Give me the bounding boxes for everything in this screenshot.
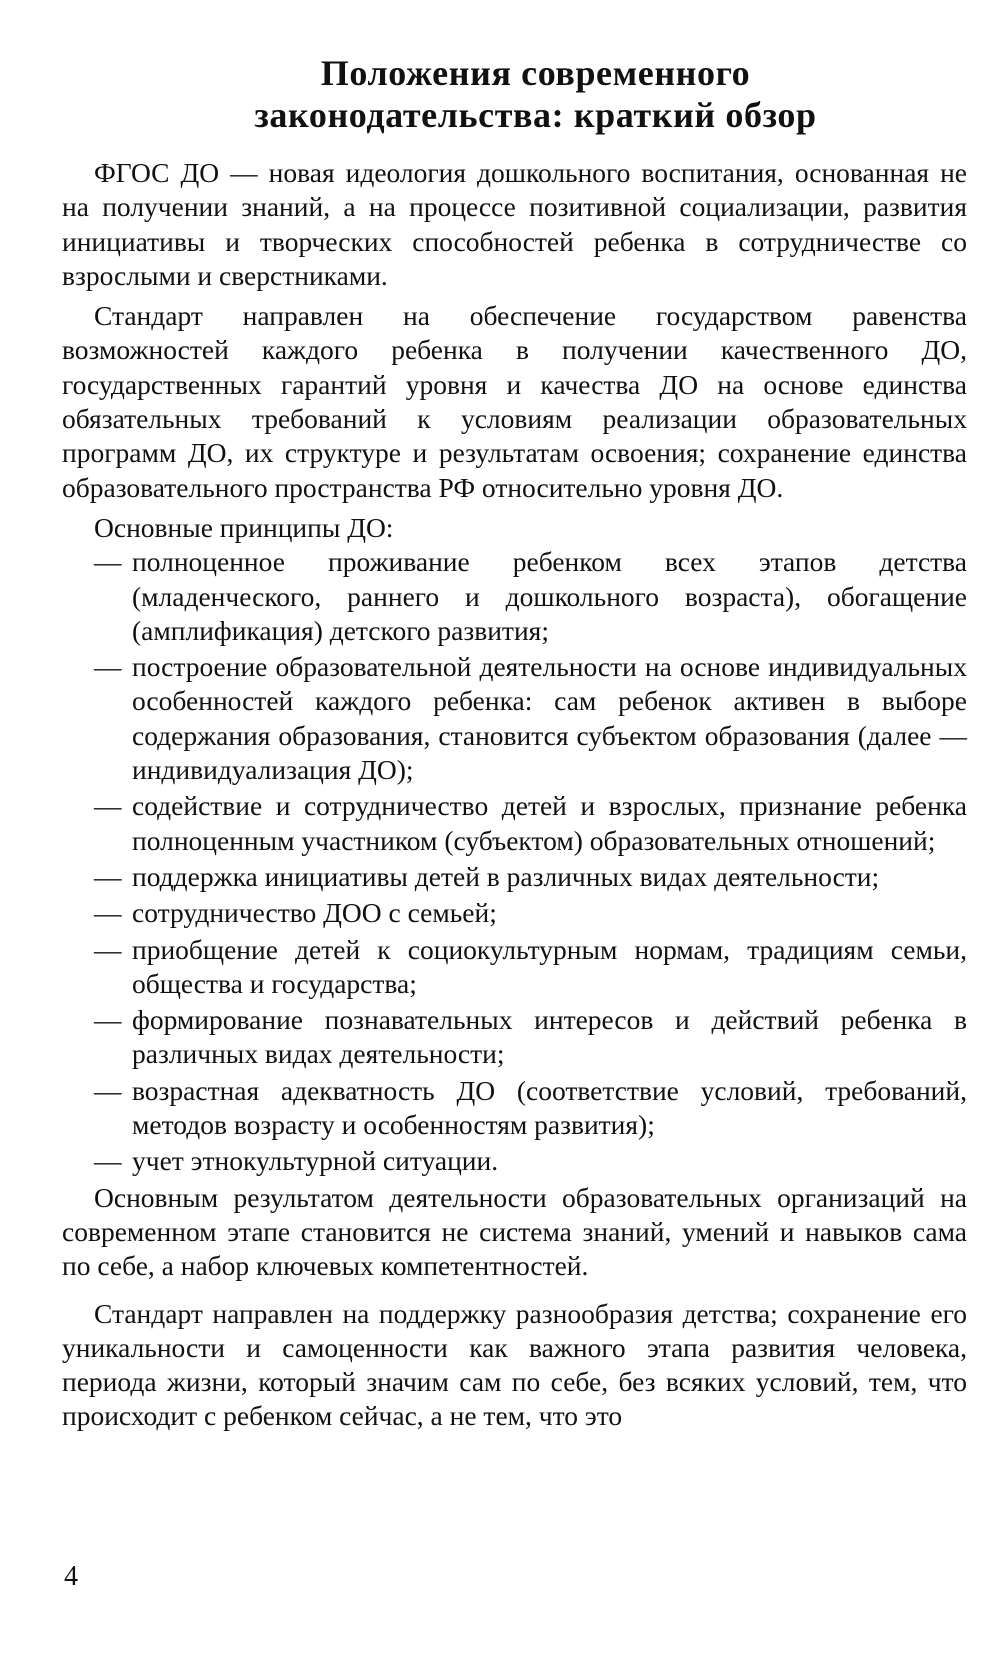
list-item xyxy=(62,545,967,648)
list-item-text: полноценное проживание ребенком всех этапов детства (младенческого, раннего и дошкольного возраста), обогащение (амплификация) детского развития; xyxy=(132,546,967,646)
list-item xyxy=(62,1074,967,1143)
dash-marker: — xyxy=(94,1004,122,1036)
dash-marker: — xyxy=(94,651,122,683)
dash-marker: — xyxy=(94,1145,122,1177)
paragraph-key-competencies: Основным результатом деятельности образовательных организаций на современном этапе становится не система знаний, умений и навыков сама по себе, а набор ключевых компетентностей. xyxy=(62,1181,967,1282)
paragraph-childhood-diversity: Стандарт направлен на поддержку разнообразия детства; сохранение его уникальности и самоценности как важного этапа развития человека, периода жизни, который значим сам по себе, без всяких условий, тем, что происходит с ребенком сейчас, а не тем, что это xyxy=(62,1297,967,1432)
principles-heading: Основные принципы ДО: xyxy=(94,511,394,543)
paragraph-standard-equality: Стандарт направлен на обеспечение государством равенства возможностей каждого ребенка в получении качественного ДО, государственных гарантий уровня и качества ДО на основе единства обязательных требований к условиям реализации образовательных программ ДО, их структуре и результатам освоения; сохранение единства образовательного пространства РФ относительно уровня ДО. xyxy=(62,300,967,503)
list-item xyxy=(62,896,967,930)
list-item xyxy=(62,789,967,858)
list-item-text: возрастная адекватность ДО (соответствие условий, требований, методов возрасту и особенностям развития); xyxy=(132,1074,967,1141)
list-item-text: сотрудничество ДОО с семьей; xyxy=(132,897,497,929)
list-item-text: формирование познавательных интересов и действий ребенка в различных видах деятельности; xyxy=(132,1004,967,1070)
dash-marker: — xyxy=(94,860,122,892)
page-title xyxy=(104,52,967,136)
dash-marker: — xyxy=(94,1074,122,1106)
title-line-1: Положения современного xyxy=(320,53,751,93)
dash-marker: — xyxy=(94,546,122,578)
page-number: 4 xyxy=(64,1561,78,1592)
paragraph-fgos-ideology: ФГОС ДО — новая идеология дошкольного воспитания, основанная не на получении знаний, а на процессе позитивной социализации, развития инициативы и творческих способностей ребенка в сотрудничестве со взрослыми и сверстниками. xyxy=(62,157,967,291)
list-item xyxy=(62,933,967,1002)
list-item xyxy=(62,650,967,787)
title-line-2: законодательства: краткий обзор xyxy=(254,95,817,135)
dash-marker: — xyxy=(94,790,122,822)
principles-list xyxy=(62,545,967,1178)
list-item-text: приобщение детей к социокультурным нормам, традициям семьи, общества и государства; xyxy=(132,933,967,999)
list-item-text: учет этнокультурной ситуации. xyxy=(132,1145,499,1177)
dash-marker: — xyxy=(94,933,122,965)
list-item xyxy=(62,860,967,894)
list-item xyxy=(62,1144,967,1178)
dash-marker: — xyxy=(94,897,122,929)
list-item-text: построение образовательной деятельности на основе индивидуальных особенностей каждого ребенка: сам ребенок активен в выборе содержания образования, становится субъектом образования (далее — индивидуализация ДО); xyxy=(132,651,967,786)
list-item xyxy=(62,1003,967,1072)
document-page xyxy=(62,52,967,1434)
list-item-text: содействие и сотрудничество детей и взрослых, признание ребенка полноценным участником (субъектом) образовательных отношений; xyxy=(132,790,967,856)
list-item-text: поддержка инициативы детей в различных видах деятельности; xyxy=(132,860,880,892)
